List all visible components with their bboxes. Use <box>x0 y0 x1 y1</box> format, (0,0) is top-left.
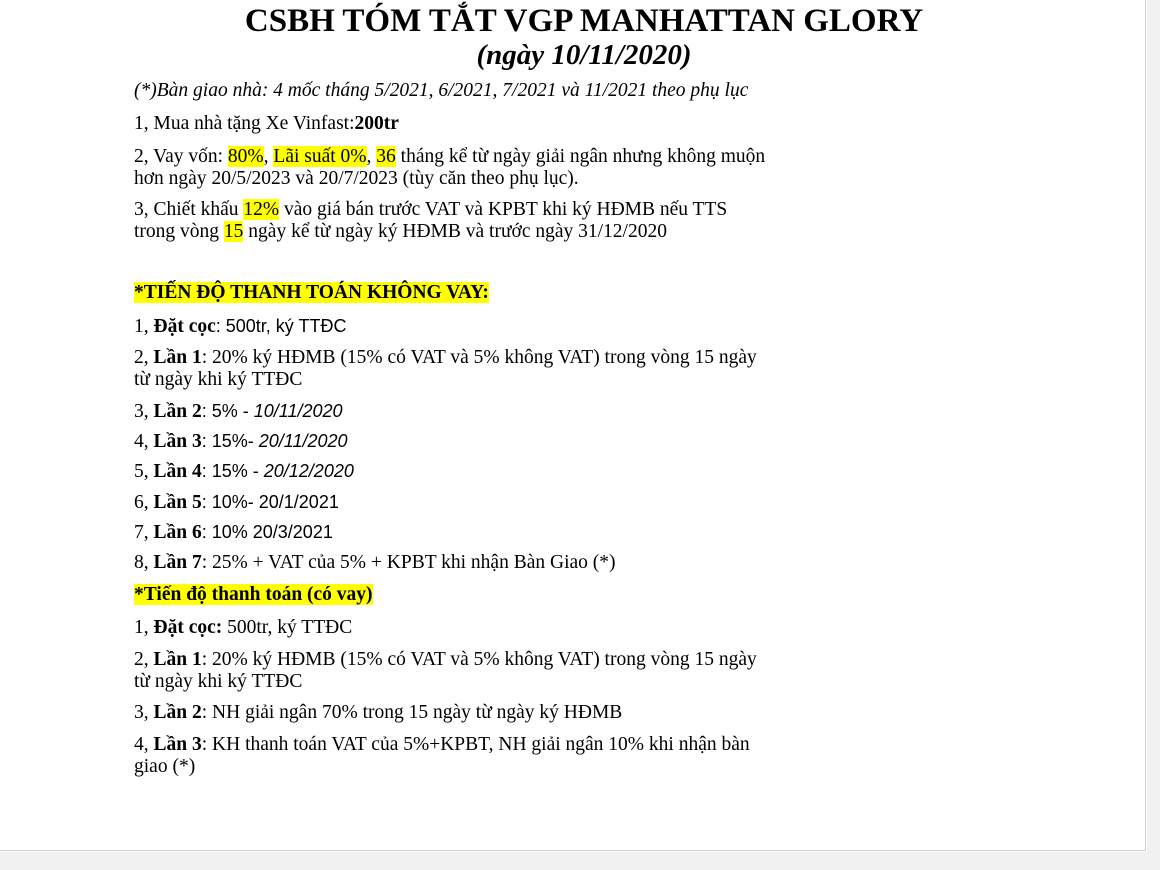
with-loan-item <box>134 734 1024 756</box>
promo-discount-days: 15 <box>223 221 244 242</box>
with-loan-heading-row <box>134 584 1024 606</box>
promo-loan-prefix: 2, Vay vốn: <box>134 146 228 167</box>
item-number: 3, <box>134 401 154 422</box>
item-label: Lần 1 <box>153 347 202 368</box>
item-label: Lần 1 <box>153 649 202 670</box>
no-loan-item <box>134 430 1024 453</box>
item-label: Lần 6 <box>153 522 202 543</box>
item-number: 2, <box>134 649 154 670</box>
no-loan-item <box>134 347 1024 369</box>
no-loan-item <box>134 552 1024 574</box>
item-number: 3, <box>134 702 154 723</box>
item-text: : 500tr, ký TTĐC <box>215 316 347 336</box>
no-loan-heading: *TIẾN ĐỘ THANH TOÁN KHÔNG VAY: <box>134 282 489 303</box>
promo-loan-percent: 80% <box>227 146 264 167</box>
item-label: Lần 3 <box>153 431 202 452</box>
with-loan-heading: *Tiến độ thanh toán (có vay) <box>134 584 373 605</box>
item-text: : KH thanh toán VAT của 5%+KPBT, NH giải ngân 10% khi nhận bàn <box>201 734 750 755</box>
no-loan-item <box>134 521 1024 544</box>
promo-discount-line1 <box>134 199 1024 221</box>
item-number: 4, <box>134 734 154 755</box>
item-number: 7, <box>134 522 154 543</box>
item-text: : 15% - <box>201 461 264 481</box>
item-text: : 5% - <box>201 401 254 421</box>
item-number: 6, <box>134 492 154 513</box>
item-text: : 15%- <box>201 431 259 451</box>
promo-discount-line2 <box>134 221 1024 243</box>
item-number: 4, <box>134 431 154 452</box>
item-text: : 10%- 20/1/2021 <box>201 492 339 512</box>
no-loan-item <box>134 491 1024 514</box>
promo-loan-sep2: , <box>366 146 377 167</box>
item-label: Đặt cọc <box>153 316 216 337</box>
item-label: Lần 2 <box>153 702 202 723</box>
no-loan-item <box>134 315 1024 338</box>
no-loan-item <box>134 400 1024 423</box>
item-number: 5, <box>134 461 154 482</box>
item-text: : 25% + VAT của 5% + KPBT khi nhận Bàn Giao (*) <box>201 552 616 573</box>
promo-loan-rest: tháng kể từ ngày giải ngân nhưng không muộn <box>395 146 766 167</box>
item-text: : NH giải ngân 70% trong 15 ngày từ ngày ký HĐMB <box>201 702 623 723</box>
item-number: 1, <box>134 316 154 337</box>
promo-discount-percent: 12% <box>243 199 280 220</box>
item-label: Đặt cọc: <box>153 617 223 638</box>
promo-car-gift-text: 1, Mua nhà tặng Xe Vinfast: <box>134 113 355 134</box>
no-loan-item-cont: từ ngày khi ký TTĐC <box>134 369 303 390</box>
with-loan-item-cont: từ ngày khi ký TTĐC <box>134 671 303 692</box>
promo-loan-line2: hơn ngày 20/5/2023 và 20/7/2023 (tùy căn theo phụ lục). <box>134 168 579 189</box>
item-text: : 20% ký HĐMB (15% có VAT và 5% không VAT) trong vòng 15 ngày <box>201 649 757 670</box>
promo-discount-rest: vào giá bán trước VAT và KPBT khi ký HĐMB nếu TTS <box>279 199 728 220</box>
item-date: 20/11/2020 <box>258 431 348 451</box>
viewer-bottom-margin <box>0 852 1147 870</box>
handover-note: (*)Bàn giao nhà: 4 mốc tháng 5/2021, 6/2021, 7/2021 và 11/2021 theo phụ lục <box>134 80 749 101</box>
no-loan-heading-row <box>134 282 1024 304</box>
promo-loan-rate: Lãi suất 0% <box>273 146 367 167</box>
promo-loan-sep1: , <box>263 146 274 167</box>
with-loan-item <box>134 702 1024 724</box>
item-label: Lần 3 <box>153 734 202 755</box>
item-number: 8, <box>134 552 154 573</box>
item-text: 500tr, ký TTĐC <box>222 617 353 638</box>
item-date: 20/12/2020 <box>263 461 354 481</box>
document-title: CSBH TÓM TẮT VGP MANHATTAN GLORY <box>244 3 924 39</box>
promo-discount-pre2: trong vòng <box>134 221 224 242</box>
document-date: (ngày 10/11/2020) <box>476 39 692 71</box>
item-date: 10/11/2020 <box>253 401 343 421</box>
promo-discount-rest2: ngày kể từ ngày ký HĐMB và trước ngày 31/12/2020 <box>243 221 667 242</box>
viewer-right-margin <box>1147 0 1160 870</box>
promo-car-gift-value: 200tr <box>354 113 399 134</box>
no-loan-item <box>134 460 1024 483</box>
promo-loan-months: 36 <box>376 146 396 167</box>
promo-discount-prefix: 3, Chiết khấu <box>134 199 244 220</box>
item-label: Lần 5 <box>153 492 202 513</box>
with-loan-item <box>134 617 1024 639</box>
item-label: Lần 2 <box>153 401 202 422</box>
item-number: 1, <box>134 617 154 638</box>
with-loan-item-cont: giao (*) <box>134 756 196 777</box>
with-loan-item <box>134 649 1024 671</box>
item-text: : 10% 20/3/2021 <box>201 522 333 542</box>
promo-car-gift <box>134 113 1024 135</box>
item-number: 2, <box>134 347 154 368</box>
promo-loan-line1 <box>134 146 1024 168</box>
item-label: Lần 4 <box>153 461 202 482</box>
item-text: : 20% ký HĐMB (15% có VAT và 5% không VAT) trong vòng 15 ngày <box>201 347 757 368</box>
item-label: Lần 7 <box>153 552 202 573</box>
